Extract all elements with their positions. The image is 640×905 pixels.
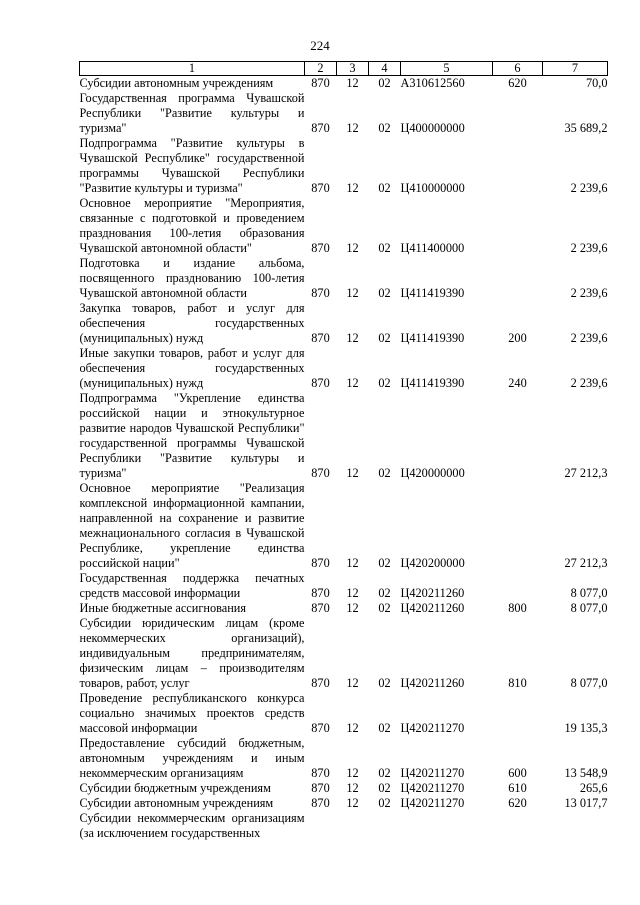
table-row xyxy=(80,76,608,92)
amount-cell: 2 239,6 xyxy=(570,331,608,345)
row-name-cell: Подпрограмма "Укрепление единства российской нации и этнокультурное развитие народов Чувашской Республики" государственной программы Чувашской Республики "Развитие культуры и туризма" xyxy=(79,391,305,480)
target-article-cell: Ц420211270 xyxy=(400,781,465,795)
section-cell: 12 xyxy=(346,556,359,570)
target-article-cell: Ц411400000 xyxy=(400,241,465,255)
admin-code-cell: 870 xyxy=(311,76,330,90)
target-article-cell: Ц420211260 xyxy=(400,676,465,690)
row-name-cell: Закупка товаров, работ и услуг для обеспечения государственных (муниципальных) нужд xyxy=(79,301,305,345)
admin-code-cell: 870 xyxy=(311,766,330,780)
admin-code-cell: 870 xyxy=(311,466,330,480)
expense-type-cell xyxy=(493,196,543,256)
target-article-cell: Ц420211260 xyxy=(400,586,465,600)
subsection-cell: 02 xyxy=(378,676,391,690)
expense-type-cell: 620 xyxy=(508,76,527,90)
admin-code-cell: 870 xyxy=(311,676,330,690)
amount-cell: 8 077,0 xyxy=(570,676,608,690)
expense-type-cell xyxy=(493,571,543,601)
subsection-cell: 02 xyxy=(378,766,391,780)
section-cell: 12 xyxy=(346,766,359,780)
expense-type-cell: 610 xyxy=(508,781,527,795)
admin-code-cell: 870 xyxy=(311,241,330,255)
target-article-cell: Ц420000000 xyxy=(400,466,465,480)
budget-table xyxy=(79,61,608,841)
admin-code-cell: 870 xyxy=(311,181,330,195)
table-row xyxy=(80,691,608,736)
target-article-cell: А310612560 xyxy=(400,76,465,90)
table-row xyxy=(80,196,608,256)
table-row xyxy=(80,136,608,196)
expense-type-cell: 810 xyxy=(508,676,527,690)
table-row xyxy=(80,781,608,796)
expense-type-cell: 800 xyxy=(508,601,527,615)
target-article-cell: Ц411419390 xyxy=(400,286,465,300)
target-article-cell xyxy=(401,811,493,841)
section-cell: 12 xyxy=(346,676,359,690)
table-row xyxy=(80,346,608,391)
expense-type-cell xyxy=(493,391,543,481)
table-row xyxy=(80,796,608,811)
section-cell: 12 xyxy=(346,286,359,300)
section-cell: 12 xyxy=(346,331,359,345)
target-article-cell: Ц400000000 xyxy=(400,121,465,135)
amount-cell xyxy=(543,811,608,841)
section-cell: 12 xyxy=(346,181,359,195)
column-header: 2 xyxy=(305,62,337,76)
subsection-cell: 02 xyxy=(378,796,391,810)
section-cell: 12 xyxy=(346,781,359,795)
expense-type-cell xyxy=(493,811,543,841)
target-article-cell: Ц411419390 xyxy=(400,376,465,390)
admin-code-cell: 870 xyxy=(311,331,330,345)
amount-cell: 13 548,9 xyxy=(564,766,608,780)
table-row xyxy=(80,811,608,841)
row-name-cell: Основное мероприятие "Мероприятия, связанные с подготовкой и проведением празднования 100-летия образования Чувашской автономной области" xyxy=(79,196,305,255)
subsection-cell: 02 xyxy=(378,331,391,345)
row-name-cell: Государственная поддержка печатных средств массовой информации xyxy=(79,571,305,600)
row-name-cell: Субсидии бюджетным учреждениям xyxy=(79,781,271,795)
amount-cell: 2 239,6 xyxy=(570,376,608,390)
admin-code-cell: 870 xyxy=(311,121,330,135)
table-row xyxy=(80,601,608,616)
subsection-cell: 02 xyxy=(378,241,391,255)
table-row xyxy=(80,571,608,601)
section-cell xyxy=(337,811,369,841)
subsection-cell: 02 xyxy=(378,556,391,570)
section-cell: 12 xyxy=(346,121,359,135)
section-cell: 12 xyxy=(346,376,359,390)
amount-cell: 27 212,3 xyxy=(564,466,608,480)
table-row xyxy=(80,616,608,691)
amount-cell: 2 239,6 xyxy=(570,181,608,195)
target-article-cell: Ц410000000 xyxy=(400,181,465,195)
section-cell: 12 xyxy=(346,76,359,90)
table-row xyxy=(80,391,608,481)
expense-type-cell: 600 xyxy=(508,766,527,780)
section-cell: 12 xyxy=(346,466,359,480)
admin-code-cell: 870 xyxy=(311,376,330,390)
amount-cell: 13 017,7 xyxy=(564,796,608,810)
row-name-cell: Подпрограмма "Развитие культуры в Чувашской Республике" государственной программы Чувашской Республики "Развитие культуры и туризма" xyxy=(79,136,305,195)
target-article-cell: Ц420200000 xyxy=(400,556,465,570)
amount-cell: 70,0 xyxy=(585,76,608,90)
subsection-cell: 02 xyxy=(378,466,391,480)
subsection-cell: 02 xyxy=(378,601,391,615)
expense-type-cell: 240 xyxy=(508,376,527,390)
admin-code-cell: 870 xyxy=(311,601,330,615)
amount-cell: 2 239,6 xyxy=(570,286,608,300)
expense-type-cell xyxy=(493,691,543,736)
section-cell: 12 xyxy=(346,601,359,615)
section-cell: 12 xyxy=(346,721,359,735)
admin-code-cell: 870 xyxy=(311,556,330,570)
subsection-cell: 02 xyxy=(378,376,391,390)
section-cell: 12 xyxy=(346,241,359,255)
table-row xyxy=(80,736,608,781)
row-name-cell: Субсидии некоммерческим организациям (за исключением государственных xyxy=(79,811,305,840)
expense-type-cell: 200 xyxy=(508,331,527,345)
section-cell: 12 xyxy=(346,586,359,600)
target-article-cell: Ц420211270 xyxy=(400,766,465,780)
admin-code-cell: 870 xyxy=(311,721,330,735)
table-row xyxy=(80,91,608,136)
expense-type-cell xyxy=(493,481,543,571)
row-name-cell: Субсидии автономным учреждениям xyxy=(79,796,274,810)
admin-code-cell: 870 xyxy=(311,796,330,810)
row-name-cell: Проведение республиканского конкурса социально значимых проектов средств массовой информации xyxy=(79,691,305,735)
subsection-cell: 02 xyxy=(378,586,391,600)
subsection-cell: 02 xyxy=(378,781,391,795)
column-header: 3 xyxy=(337,62,369,76)
amount-cell: 8 077,0 xyxy=(570,586,608,600)
page-number: 224 xyxy=(310,38,330,53)
amount-cell: 2 239,6 xyxy=(570,241,608,255)
amount-cell: 19 135,3 xyxy=(564,721,608,735)
row-name-cell: Предоставление субсидий бюджетным, автономным учреждениям и иным некоммерческим организациям xyxy=(79,736,305,780)
row-name-cell: Государственная программа Чувашской Республики "Развитие культуры и туризма" xyxy=(79,91,305,135)
row-name-cell: Иные бюджетные ассигнования xyxy=(79,601,247,615)
subsection-cell: 02 xyxy=(378,121,391,135)
expense-type-cell xyxy=(493,136,543,196)
column-header: 5 xyxy=(401,62,493,76)
expense-type-cell xyxy=(493,91,543,136)
admin-code-cell: 870 xyxy=(311,286,330,300)
row-name-cell: Основное мероприятие "Реализация комплексной информационной кампании, направленной на сохранение и развитие межнационального согласия в Чувашской Республике, укрепление единства российской нации" xyxy=(79,481,305,570)
column-header: 6 xyxy=(493,62,543,76)
amount-cell: 27 212,3 xyxy=(564,556,608,570)
row-name-cell: Подготовка и издание альбома, посвященного празднованию 100-летия Чувашской автономной области xyxy=(79,256,305,300)
subsection-cell: 02 xyxy=(378,721,391,735)
subsection-cell: 02 xyxy=(378,181,391,195)
target-article-cell: Ц411419390 xyxy=(400,331,465,345)
table-header-row xyxy=(80,62,608,76)
column-header: 4 xyxy=(369,62,401,76)
amount-cell: 8 077,0 xyxy=(570,601,608,615)
subsection-cell: 02 xyxy=(378,76,391,90)
admin-code-cell: 870 xyxy=(311,781,330,795)
subsection-cell xyxy=(369,811,401,841)
table-row xyxy=(80,256,608,301)
table-row xyxy=(80,301,608,346)
admin-code-cell: 870 xyxy=(311,586,330,600)
column-header: 1 xyxy=(80,62,305,76)
target-article-cell: Ц420211270 xyxy=(400,721,465,735)
row-name-cell: Субсидии юридическим лицам (кроме некоммерческих организаций), индивидуальным предпринимателям, физическим лицам – производителям товаров, работ, услуг xyxy=(79,616,305,690)
admin-code-cell xyxy=(305,811,337,841)
amount-cell: 35 689,2 xyxy=(564,121,608,135)
column-header: 7 xyxy=(543,62,608,76)
amount-cell: 265,6 xyxy=(579,781,608,795)
target-article-cell: Ц420211260 xyxy=(400,601,465,615)
row-name-cell: Иные закупки товаров, работ и услуг для обеспечения государственных (муниципальных) нужд xyxy=(79,346,305,390)
expense-type-cell: 620 xyxy=(508,796,527,810)
subsection-cell: 02 xyxy=(378,286,391,300)
section-cell: 12 xyxy=(346,796,359,810)
table-row xyxy=(80,481,608,571)
expense-type-cell xyxy=(493,256,543,301)
target-article-cell: Ц420211270 xyxy=(400,796,465,810)
row-name-cell: Субсидии автономным учреждениям xyxy=(79,76,274,90)
